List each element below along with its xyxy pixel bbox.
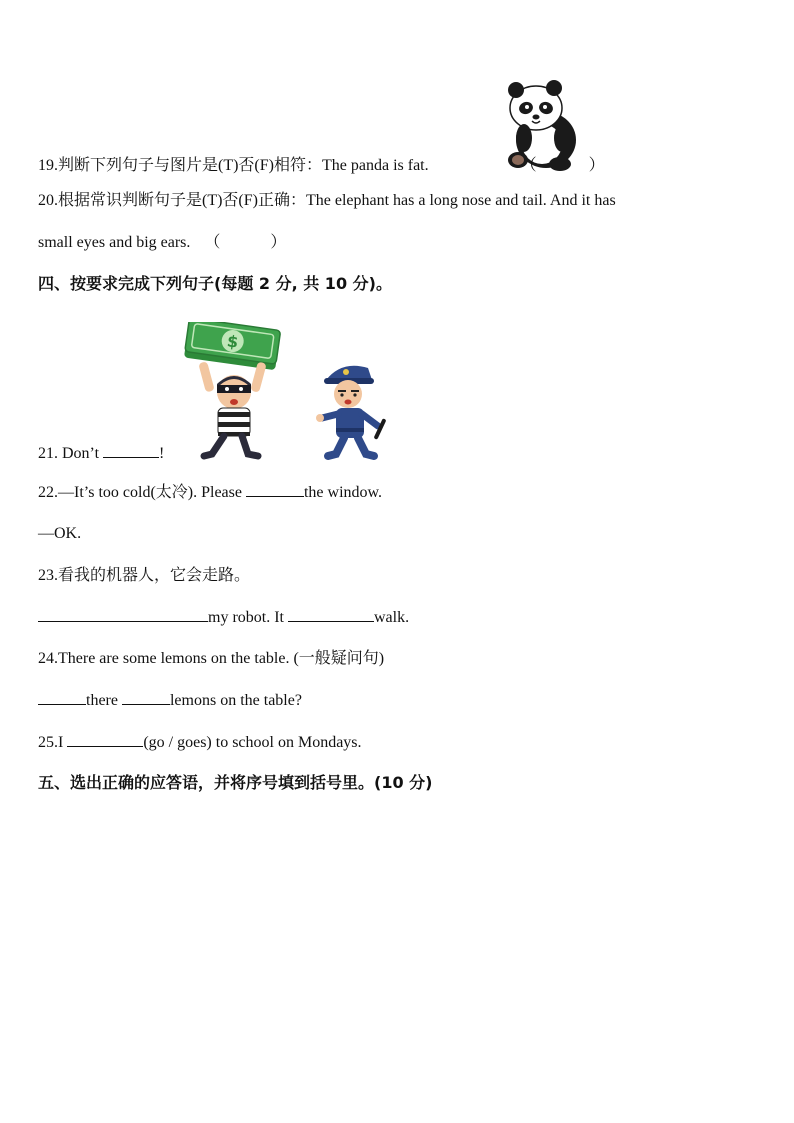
answer-paren-open: （ [204, 234, 221, 251]
answer-blank[interactable] [38, 607, 208, 622]
question-22-reply: —OK. [38, 525, 82, 542]
question-20-line1 [38, 191, 616, 211]
question-21 [38, 443, 164, 464]
question-22-before: 22.—It’s too cold(太冷). Please [38, 484, 242, 501]
answer-blank[interactable] [122, 690, 170, 705]
answer-blank[interactable] [67, 732, 143, 747]
question-20-text-cont: small eyes and big ears. [38, 234, 191, 251]
police-officer-illustration [316, 358, 398, 462]
question-20-line2 [38, 233, 286, 253]
svg-text:$: $ [225, 331, 240, 352]
section-5-title: 五、选出正确的应答语，并将序号填到括号里。(10 分) [38, 773, 433, 792]
question-24-sentence: 24.There are some lemons on the table. (一般疑问句) [38, 650, 385, 667]
answer-blank[interactable] [38, 690, 86, 705]
thief-with-money-illustration [182, 322, 282, 462]
question-23-chinese: 23.看我的机器人，它会走路。 [38, 567, 251, 584]
answer-paren-close: ） [588, 157, 605, 174]
answer-blank[interactable] [246, 482, 304, 497]
answer-blank[interactable] [288, 607, 374, 622]
question-22-after: the window. [303, 484, 383, 501]
question-20-text: 20.根据常识判断句子是(T)否(F)正确：The elephant has a long nose and tail. And it has [38, 192, 616, 209]
question-19-text: 19.判断下列句子与图片是(T)否(F)相符：The panda is fat. [38, 157, 429, 174]
question-23-answer [38, 607, 409, 628]
question-24-part1: there [86, 692, 118, 709]
question-21-before: 21. Don’t [38, 445, 100, 462]
answer-paren-open: （ [520, 157, 537, 174]
question-23-part2: walk. [374, 609, 410, 626]
question-23-part1: my robot. It [208, 609, 284, 626]
question-19 [38, 156, 605, 176]
question-22 [38, 482, 382, 503]
question-25 [38, 732, 362, 753]
question-25-after: (go / goes) to school on Mondays. [143, 734, 362, 751]
question-25-before: 25.I [38, 734, 64, 751]
question-21-after: ! [159, 445, 165, 462]
question-24-part2: lemons on the table? [169, 692, 302, 709]
section-4-title: 四、按要求完成下列句子(每题 2 分, 共 10 分)。 [38, 274, 392, 293]
answer-paren-close: ） [270, 234, 287, 251]
question-24-answer [38, 690, 302, 711]
answer-blank[interactable] [103, 443, 159, 458]
